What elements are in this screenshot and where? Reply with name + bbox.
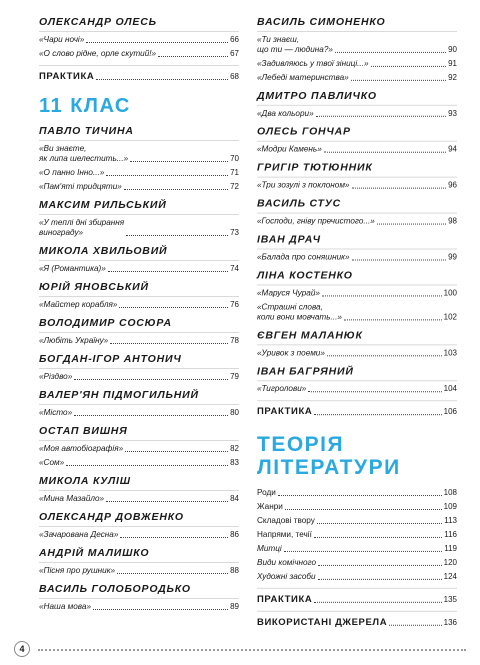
section-heading: ТЕОРІЯ ЛІТЕРАТУРИ xyxy=(257,433,401,480)
divider xyxy=(257,400,457,401)
dot-leader xyxy=(74,379,228,380)
author-name: ОЛЕКСАНДР ОЛЕСЬ xyxy=(39,16,239,32)
page-ref: 68 xyxy=(230,72,239,81)
dot-leader xyxy=(119,307,228,308)
dot-leader xyxy=(352,259,447,260)
page-ref: 120 xyxy=(443,557,457,567)
toc-entry xyxy=(39,372,239,382)
page-ref: 73 xyxy=(230,228,239,237)
entry-title: Художні засоби xyxy=(257,571,316,581)
dot-leader xyxy=(158,56,228,57)
divider xyxy=(39,65,239,66)
page-ref: 90 xyxy=(448,44,457,54)
toc-entry xyxy=(39,336,239,346)
author-name: ЮРІЙ ЯНОВСЬКИЙ xyxy=(39,281,239,297)
page-ref: 93 xyxy=(448,108,457,118)
toc-entry xyxy=(257,572,457,582)
author-name: ОСТАП ВИШНЯ xyxy=(39,425,239,441)
author-works xyxy=(257,106,457,119)
dot-leader xyxy=(351,80,446,81)
dot-leader xyxy=(106,501,228,502)
entry-title: «Страшні слова, коли вони мовчать...» xyxy=(257,302,342,322)
author-works xyxy=(39,491,239,504)
entry-title: «Уривок з поеми» xyxy=(257,348,325,358)
entry-title: «Моя автобіографія» xyxy=(39,444,124,453)
author-works xyxy=(257,214,457,227)
page-ref: 102 xyxy=(443,312,457,322)
toc-entry xyxy=(39,494,239,504)
entry-title: «Лебеді материнства» xyxy=(257,72,349,82)
toc-entry xyxy=(39,35,239,45)
toc-entry xyxy=(257,544,457,554)
page-ref: 86 xyxy=(230,530,239,539)
toc-entry xyxy=(257,558,457,568)
author-works xyxy=(39,141,239,192)
toc-entry xyxy=(39,218,239,238)
author-works xyxy=(39,215,239,238)
entry-title: ПРАКТИКА xyxy=(39,71,95,82)
author-name: ВАСИЛЬ СТУС xyxy=(257,198,457,214)
toc-entry xyxy=(39,602,239,612)
dot-leader xyxy=(314,602,441,603)
entry-title: «О панно Інно...» xyxy=(39,168,105,177)
dot-leader xyxy=(108,271,228,272)
page-ref: 78 xyxy=(230,336,239,345)
toc-entry xyxy=(257,384,457,394)
author-works xyxy=(257,285,457,322)
dot-leader xyxy=(314,414,441,415)
page-ref: 88 xyxy=(230,566,239,575)
page-ref: 70 xyxy=(230,154,239,163)
entry-title: ПРАКТИКА xyxy=(257,593,313,605)
toc-entry xyxy=(257,302,457,322)
section-entry xyxy=(257,618,457,628)
section-entry xyxy=(39,72,239,82)
author-name: ВАСИЛЬ ГОЛОБОРОДЬКО xyxy=(39,583,239,599)
dot-leader xyxy=(74,415,228,416)
entry-title: «Маруся Чурай» xyxy=(257,288,320,298)
entry-title: Напрями, течії xyxy=(257,529,312,539)
author-name: ВОЛОДИМИР СОСЮРА xyxy=(39,317,239,333)
toc-entry xyxy=(257,530,457,540)
author-works xyxy=(257,142,457,155)
author-name: ІВАН БАГРЯНИЙ xyxy=(257,365,457,381)
toc-entry xyxy=(39,458,239,468)
dot-leader xyxy=(377,224,446,225)
toc-entry xyxy=(39,168,239,178)
toc-entry xyxy=(257,348,457,358)
dot-leader xyxy=(285,509,442,510)
page-ref: 96 xyxy=(448,180,457,190)
author-works xyxy=(257,345,457,358)
toc-entry xyxy=(257,59,457,69)
dot-leader xyxy=(96,79,228,80)
author-works xyxy=(257,32,457,83)
author-name: ПАВЛО ТИЧИНА xyxy=(39,125,239,141)
toc-entry xyxy=(39,444,239,454)
toc-entry xyxy=(257,35,457,55)
page-number: 4 xyxy=(14,641,30,657)
entry-title: «Модри Камень» xyxy=(257,144,322,154)
toc-entry xyxy=(257,253,457,263)
toc-entry xyxy=(257,73,457,83)
author-works xyxy=(39,527,239,540)
dot-leader xyxy=(327,355,442,356)
author-name: ОЛЕКСАНДР ДОВЖЕНКО xyxy=(39,511,239,527)
entry-title: «Господи, гніву пречистого...» xyxy=(257,216,375,226)
author-name: ВАЛЕР'ЯН ПІДМОГИЛЬНИЙ xyxy=(39,389,239,405)
page-ref: 103 xyxy=(443,348,457,358)
author-name: ЛІНА КОСТЕНКО xyxy=(257,269,457,285)
author-works xyxy=(39,369,239,382)
page-ref: 91 xyxy=(448,58,457,68)
author-works xyxy=(39,32,239,59)
author-works xyxy=(257,381,457,394)
page-ref: 135 xyxy=(443,594,457,604)
toc-entry xyxy=(39,182,239,192)
toc-entry xyxy=(39,300,239,310)
section-entry xyxy=(257,595,457,605)
entry-title: «Місто» xyxy=(39,408,73,417)
dot-leader xyxy=(322,295,442,296)
dot-leader xyxy=(110,343,228,344)
page-ref: 80 xyxy=(230,408,239,417)
page-ref: 124 xyxy=(443,571,457,581)
author-works xyxy=(39,333,239,346)
entry-title: Роди xyxy=(257,488,276,498)
page-ref: 66 xyxy=(230,35,239,44)
toc-entry xyxy=(257,109,457,119)
dot-leader xyxy=(93,609,228,610)
author-name: БОГДАН-ІГОР АНТОНИЧ xyxy=(39,353,239,369)
author-works xyxy=(39,441,239,468)
dot-leader xyxy=(318,565,442,566)
page-ref: 67 xyxy=(230,49,239,58)
dot-leader xyxy=(126,235,228,236)
entry-title: «Різдво» xyxy=(39,372,73,381)
dot-leader xyxy=(371,66,447,67)
dot-leader xyxy=(106,175,228,176)
toc-entry xyxy=(257,217,457,227)
toc-entry xyxy=(257,145,457,155)
page-ref: 98 xyxy=(448,216,457,226)
page-ref: 89 xyxy=(230,602,239,611)
page-ref: 79 xyxy=(230,372,239,381)
toc-right-column xyxy=(257,9,457,632)
author-works xyxy=(39,405,239,418)
entry-title: «Мина Мазайло» xyxy=(39,494,105,503)
page-ref: 74 xyxy=(230,264,239,273)
entry-title: «Сом» xyxy=(39,458,65,467)
author-works xyxy=(39,297,239,310)
entry-title: «Пісня про рушник» xyxy=(39,566,116,575)
page-ref: 76 xyxy=(230,300,239,309)
entry-title: «У теплі дні збирання винограду» xyxy=(39,218,125,237)
toc-entry xyxy=(257,488,457,498)
entry-title: «Наша мова» xyxy=(39,602,92,611)
author-works xyxy=(39,599,239,612)
entry-title: ВИКОРИСТАНІ ДЖЕРЕЛА xyxy=(257,616,388,628)
author-works xyxy=(257,250,457,263)
author-works xyxy=(39,261,239,274)
toc-entry xyxy=(39,530,239,540)
dot-leader xyxy=(324,152,446,153)
dot-leader xyxy=(130,161,228,162)
toc-entry xyxy=(257,516,457,526)
dot-leader xyxy=(278,495,442,496)
dot-leader xyxy=(335,52,446,53)
entry-title: «Чари ночі» xyxy=(39,35,85,44)
page-ref: 136 xyxy=(443,617,457,627)
dot-leader xyxy=(389,625,441,626)
page-ref: 71 xyxy=(230,168,239,177)
toc-entry xyxy=(39,408,239,418)
entry-title: «Балада про соняшник» xyxy=(257,252,350,262)
page-ref: 108 xyxy=(443,488,457,498)
author-name: МИКОЛА КУЛІШ xyxy=(39,475,239,491)
page-ref: 109 xyxy=(443,502,457,511)
entry-title: «Два кольори» xyxy=(257,108,314,118)
footer-dotted-line xyxy=(38,649,466,651)
page-ref: 94 xyxy=(448,144,457,154)
toc-entry xyxy=(39,49,239,59)
toc-entry xyxy=(39,144,239,164)
dot-leader xyxy=(317,523,442,524)
section-heading: 11 КЛАС xyxy=(39,95,131,117)
toc-entry xyxy=(257,502,457,512)
toc-left-column xyxy=(39,9,239,616)
entry-title: «Я (Романтика)» xyxy=(39,264,106,273)
page-ref: 113 xyxy=(444,515,457,525)
author-name: ЄВГЕН МАЛАНЮК xyxy=(257,329,457,345)
entry-title: «Майстер корабля» xyxy=(39,300,118,309)
divider xyxy=(257,611,457,612)
dot-leader xyxy=(318,579,442,580)
dot-leader xyxy=(308,391,441,392)
entry-title: «Тигролови» xyxy=(257,384,307,394)
author-name: ВАСИЛЬ СИМОНЕНКО xyxy=(257,16,457,32)
page-ref: 100 xyxy=(443,288,457,298)
entry-title: «Три зозулі з поклоном» xyxy=(257,180,350,190)
author-name: АНДРІЙ МАЛИШКО xyxy=(39,547,239,563)
entry-title: Складові твору xyxy=(257,515,315,525)
dot-leader xyxy=(125,451,228,452)
author-name: ГРИГІР ТЮТЮННИК xyxy=(257,162,457,178)
entry-title: Види комічного xyxy=(257,557,317,567)
dot-leader xyxy=(352,188,447,189)
dot-leader xyxy=(86,42,228,43)
page-ref: 119 xyxy=(444,543,457,553)
dot-leader xyxy=(314,537,442,538)
page-ref: 72 xyxy=(230,182,239,191)
dot-leader xyxy=(120,537,228,538)
author-name: ІВАН ДРАЧ xyxy=(257,234,457,250)
page-ref: 82 xyxy=(230,444,239,453)
theory-list xyxy=(257,485,457,582)
author-works xyxy=(257,178,457,191)
entry-title: «Ви знаєте, як липа шелестить...» xyxy=(39,144,129,163)
entry-title: «О слово рідне, орле скутий!» xyxy=(39,49,157,58)
dot-leader xyxy=(117,573,228,574)
entry-title: «Зачарована Десна» xyxy=(39,530,119,539)
toc-entry xyxy=(257,288,457,298)
author-works xyxy=(39,563,239,576)
page-ref: 92 xyxy=(448,72,457,82)
author-name: МИКОЛА ХВИЛЬОВИЙ xyxy=(39,245,239,261)
dot-leader xyxy=(316,116,446,117)
author-name: ДМИТРО ПАВЛИЧКО xyxy=(257,90,457,106)
dot-leader xyxy=(344,319,442,320)
dot-leader xyxy=(284,551,443,552)
page-ref: 104 xyxy=(443,384,457,394)
divider xyxy=(257,588,457,589)
dot-leader xyxy=(124,189,228,190)
toc-entry xyxy=(257,181,457,191)
page-ref: 106 xyxy=(443,407,457,417)
section-entry xyxy=(257,407,457,417)
page-ref: 83 xyxy=(230,458,239,467)
entry-title: «Ти знаєш, що ти — людина?» xyxy=(257,34,333,54)
author-name: ОЛЕСЬ ГОНЧАР xyxy=(257,126,457,142)
toc-entry xyxy=(39,264,239,274)
entry-title: Митці xyxy=(257,543,282,553)
page-ref: 99 xyxy=(448,252,457,262)
page-ref: 116 xyxy=(444,529,457,539)
entry-title: «Любіть Україну» xyxy=(39,336,109,345)
author-name: МАКСИМ РИЛЬСЬКИЙ xyxy=(39,199,239,215)
page-ref: 84 xyxy=(230,494,239,503)
entry-title: ПРАКТИКА xyxy=(257,406,313,418)
dot-leader xyxy=(66,465,228,466)
entry-title: «Задивляюсь у твої зіниці...» xyxy=(257,58,369,68)
toc-entry xyxy=(39,566,239,576)
entry-title: «Пам'яті тридцяти» xyxy=(39,182,122,191)
entry-title: Жанри xyxy=(257,502,283,511)
